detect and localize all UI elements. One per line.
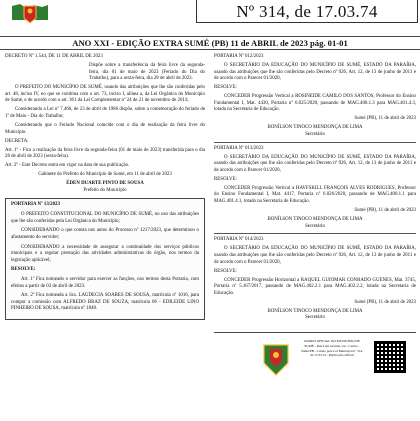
portaria-signer: BONÍLSON TINOCO MENDONÇA DE LIMA — [267, 125, 363, 131]
scan-p2: CONSIDERANDO o que consta nos autos do Processo nº 1217/2023, que determinou o afastamento do servidor; — [11, 228, 199, 240]
portaria-block-3 — [214, 237, 416, 322]
portaria-intro: O SECRETÁRIO DA EDUCAÇÃO DO MUNICÍPIO DE SUMÉ, ESTADO DA PARAÍBA, usando das atribuições que lhe são conferidas pelo Decreto nº 926, Art. 12, de 13 de junho de 2011 e de acordo com o Parecer 01/2020, — [214, 154, 416, 173]
portaria-resolve: RESOLVE: — [214, 268, 237, 274]
portaria-role: Secretário — [305, 315, 325, 321]
portaria-body: CONCEDER Progressão Vertical a ROSINEIDE CAMILO DOS SANTOS, Professor do Ensino Fundamental I, Mat. 4430, Portaria nº 6.025/2020, passando de MAG.400.1.3 para MAG.401.4.3, lotada na Secretaria de Educação. — [214, 94, 416, 113]
scan-p3: CONSIDERANDO a necessidade de assegurar a continuidade dos serviços públicos municipais e a regular prestação das atividades administrativas do órgão, nos termos da legislação aplicável; — [11, 244, 199, 263]
sume-coat-of-arms-icon — [262, 341, 290, 377]
considerando-2: Considerando que o Feriado Nacional coincide com o dia de realização da feira livre do Município. — [5, 123, 205, 135]
scan-resolve: RESOLVE: — [11, 267, 36, 273]
scan-art1: Art. 1º Fica nomeado o servidor para exercer as funções, nos termos desta Portaria, com efeitos a partir de 03 de abril de 2023. — [11, 276, 199, 289]
article-1: Art. 1º - Fica a realização da feira livre da segunda-feira (01 de maio de 2023) transferida para o dia 28 de abril de 2023 (sexta-feira). — [5, 147, 205, 160]
law-number: Nº 314, de 17.03.74 — [236, 2, 378, 21]
divider — [214, 233, 416, 234]
sume-coat-of-arms-icon — [8, 2, 52, 24]
portaria-date: Sumé (PB), 11 de abril de 2023 — [354, 299, 416, 305]
decree-body: O PREFEITO DO MUNICÍPIO DE SUMÉ, usando das atribuições que lhe são conferidas pelo art. 48, inciso IV, no que se combina com o art. 73, inciso I, alínea a, da Lei Orgânica do Município de Sumé, e de acordo com o art. 361 da Lei Complementar nº 24 de 21 de novembro de 2013; — [5, 85, 205, 104]
portaria-role: Secretário — [305, 223, 325, 229]
considerando-1: Considerando a Lei nº 7.466, de 23 de abril de 1986 dispõe, sobre a comemoração do feriado de 1º de Maio - Dia do Trabalho; — [5, 107, 205, 120]
portaria-date: Sumé (PB), 11 de abril de 2023 — [354, 116, 416, 122]
signer-name: ÉDEN DUARTE PINTO DE SOUSA — [66, 181, 144, 187]
portaria-title: PORTARIA Nº 014/2023 — [214, 237, 264, 243]
divider — [214, 142, 416, 143]
article-2: Art. 2º - Este Decreto entra em vigor na data de sua publicação. — [5, 163, 130, 169]
left-column — [5, 54, 205, 320]
footer — [214, 332, 416, 421]
qr-code-icon — [374, 341, 406, 373]
scanned-portaria — [5, 198, 205, 320]
portaria-body: CONCEDER Progressão Vertical a HAVFSKILL FRANÇOIS ALVES RODRIGUES, Professor do Ensino Fundamental I, Mat. 4417, Portaria nº 6.026/2020, passando de MAG.400.1.1 para MAG.401.4.1, lotado na Secretaria de Educação. — [214, 185, 416, 205]
portaria-resolve: RESOLVE: — [214, 85, 237, 91]
decree-summary: Dispõe sobre a transferência da feira livre da segunda-feira, dia 01 de maio de 2023 (Feriado do Dia do Trabalho), para a sexta-feira, dia 28 de abril de 2023. — [89, 63, 205, 82]
law-box — [196, 0, 418, 23]
portaria-title: PORTARIA Nº 012/2023 — [214, 54, 264, 59]
portaria-body: CONCEDER Progressão Horizontal a RAQUEL GUIOMAR CONRADO GUENES, Mat. 3745, Portaria nº 5.167/2017, passando de MAG.402.2.1 para MAG.402.2.2, lotada na Secretaria de Educação. — [214, 277, 416, 296]
footer-text: DIÁRIO OFICIAL DO MUNICÍPIO DE SUMÉ - Rua Luiz Grande, s/n - Centro - Sumé/PB - Criado pela Lei Municipal nº 314, de 17.03.74 - Publicação Oficial — [301, 339, 363, 358]
gabinete-line: Gabinete do Prefeito do Município de Sumé, em 11 de abril de 2023 — [38, 172, 172, 178]
portaria-date: Sumé (PB), 11 de abril de 2023 — [354, 208, 416, 214]
right-column — [214, 54, 416, 324]
portaria-block-2 — [214, 146, 416, 231]
scan-title: PORTARIA Nº 13/2023 — [11, 202, 60, 208]
masthead — [0, 0, 420, 52]
scan-art2: Art. 2º Fica nomeada a Sra. LAUDECIA SOARES DE SOUSA, matrícula nº 1016, para compor a comissão com ALFREDO BRAZ DE SOUZA, matrícula 06 - EDILEIDE LINO PINHEIRO DE SOUSA, matrícula nº 1848. — [11, 293, 199, 312]
scan-p1: O PREFEITO CONSTITUCIONAL DO MUNICÍPIO DE SUMÉ, no uso das atribuições que lhe são conferidas pela Lei Orgânica do Município; — [11, 212, 199, 224]
portaria-signer: BONÍLSON TINOCO MENDONÇA DE LIMA — [267, 217, 363, 223]
portaria-resolve: RESOLVE: — [214, 176, 237, 182]
edition-line: ANO XXI - EDIÇÃO EXTRA SUMÉ (PB) 11 de ABRIL de 2023 pág. 01-01 — [0, 36, 420, 50]
decreta-label: DECRETA: — [5, 138, 29, 144]
portaria-title: PORTARIA Nº 013/2023 — [214, 145, 264, 151]
portaria-signer: BONÍLSON TINOCO MENDONÇA DE LIMA — [267, 308, 363, 314]
portaria-intro: O SECRETÁRIO DA EDUCAÇÃO DO MUNICÍPIO DE SUMÉ, ESTADO DA PARAÍBA, usando das atribuições que lhe são conferidas pelo Decreto nº 926, Art. 12, de 13 de junho de 2011 e de acordo com o Parecer 01/2020, — [214, 63, 416, 82]
portaria-block-1 — [214, 54, 416, 139]
portaria-role: Secretário — [305, 132, 325, 138]
portaria-intro: O SECRETÁRIO DA EDUCAÇÃO DO MUNICÍPIO DE SUMÉ, ESTADO DA PARAÍBA, usando das atribuições que lhe são conferidas pelo Decreto nº 926, Art. 12, de 13 de junho de 2011 e de acordo com o Parecer 01/2020, — [214, 246, 416, 265]
decree-title: DECRETO Nº 1.544, DE 11 DE ABRIL DE 2023 — [5, 54, 103, 59]
signer-role: Prefeito do Município — [83, 187, 127, 193]
